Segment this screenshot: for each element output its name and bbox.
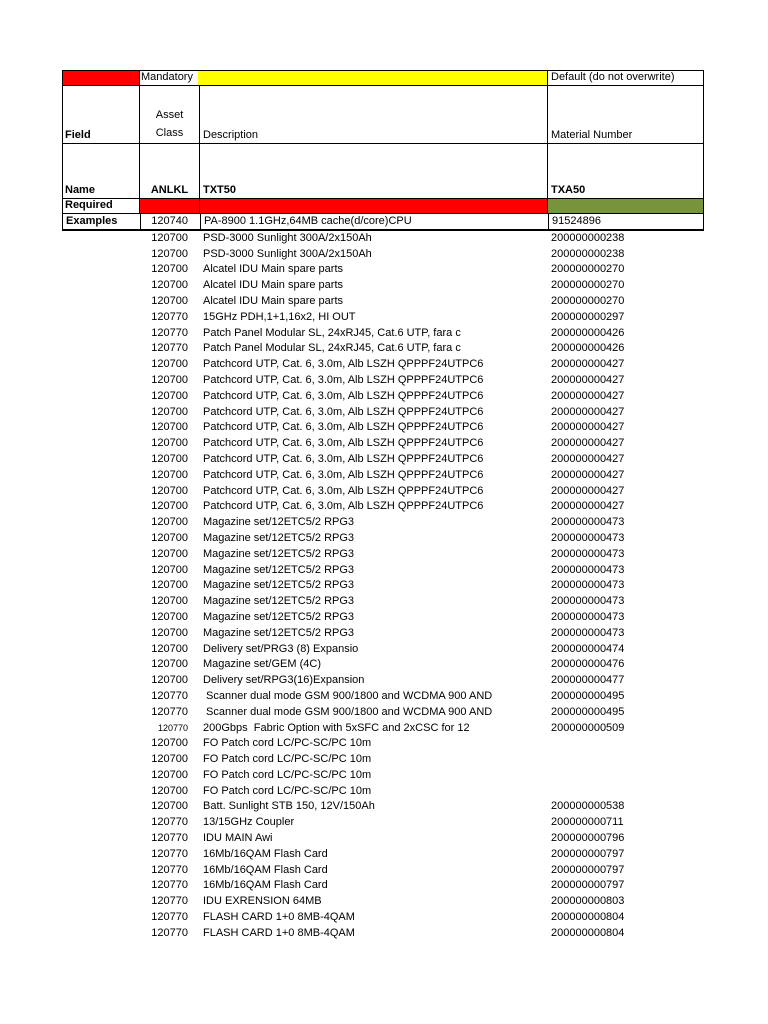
- row-label-cell[interactable]: [62, 435, 140, 451]
- row-label-cell[interactable]: [62, 546, 140, 562]
- asset-class-value[interactable]: 120700: [151, 279, 188, 292]
- material-number-value[interactable]: [548, 783, 704, 799]
- table-row: [62, 435, 704, 451]
- asset-class-value[interactable]: 120700: [151, 674, 188, 687]
- description-value[interactable]: Patchcord UTP, Cat. 6, 3.0m, Alb LSZH QPPPF24UTPC6: [203, 373, 484, 386]
- material-number-value[interactable]: 200000000426: [551, 326, 625, 339]
- material-number-value[interactable]: 200000000509: [551, 721, 625, 734]
- asset-class-value[interactable]: 120700: [151, 373, 188, 386]
- spreadsheet: [62, 70, 704, 941]
- table-row: [62, 925, 704, 941]
- row-label-cell[interactable]: [62, 909, 140, 925]
- asset-class-value[interactable]: 120770: [157, 722, 188, 733]
- row-label-cell[interactable]: [62, 325, 140, 341]
- material-number-value[interactable]: 200000000426: [551, 342, 625, 355]
- row-label-cell[interactable]: [62, 341, 140, 357]
- row-label-cell[interactable]: [62, 593, 140, 609]
- row-label-cell[interactable]: [62, 736, 140, 752]
- material-number-value[interactable]: 200000000427: [551, 468, 625, 481]
- material-number-value[interactable]: 91524896: [552, 215, 601, 227]
- required-label: Required: [65, 199, 113, 211]
- material-number-value[interactable]: 200000000711: [551, 816, 624, 829]
- material-number-value[interactable]: 200000000797: [551, 863, 625, 876]
- header-row-field: [62, 86, 704, 144]
- row-label-cell[interactable]: [62, 625, 140, 641]
- table-row: [62, 814, 704, 830]
- description-value[interactable]: 200Gbps Fabric Option with 5xSFC and 2xCSC for 12: [203, 721, 470, 734]
- asset-class-value[interactable]: 120770: [151, 326, 188, 339]
- table-row: [62, 230, 704, 246]
- material-number-value[interactable]: 200000000796: [551, 832, 625, 845]
- asset-class-value[interactable]: 120700: [151, 800, 188, 813]
- material-number-value[interactable]: 200000000495: [551, 689, 625, 702]
- table-row: [62, 499, 704, 515]
- description-value[interactable]: Batt. Sunlight STB 150, 12V/150Ah: [203, 800, 375, 813]
- row-label-cell[interactable]: [62, 356, 140, 372]
- table-row: [62, 672, 704, 688]
- asset-class-value[interactable]: 120700: [151, 595, 188, 608]
- material-number-value[interactable]: 200000000427: [551, 484, 625, 497]
- material-number-value[interactable]: 200000000238: [551, 247, 625, 260]
- material-number-value[interactable]: 200000000427: [551, 405, 625, 418]
- material-number-value[interactable]: 200000000270: [551, 263, 625, 276]
- asset-class-value[interactable]: 120700: [151, 516, 188, 529]
- description-value[interactable]: PSD-3000 Sunlight 300A/2x150Ah: [203, 247, 372, 260]
- description-value[interactable]: Delivery set/PRG3 (8) Expansio: [203, 642, 359, 655]
- description-value[interactable]: Magazine set/12ETC5/2 RPG3: [203, 579, 355, 592]
- row-label-cell[interactable]: [62, 562, 140, 578]
- material-number-value[interactable]: 200000000238: [551, 231, 625, 244]
- material-number-value[interactable]: 200000000473: [551, 579, 625, 592]
- table-row: [62, 325, 704, 341]
- row-label-cell[interactable]: [63, 214, 141, 229]
- row-label-cell[interactable]: [62, 893, 140, 909]
- table-row: [62, 878, 704, 894]
- table-row: [62, 641, 704, 657]
- table-row: [62, 799, 704, 815]
- table-row: [62, 372, 704, 388]
- table-row: [62, 767, 704, 783]
- txa50-cell[interactable]: [548, 144, 704, 199]
- material-number-value[interactable]: 200000000804: [551, 926, 625, 939]
- row-label-cell[interactable]: [62, 720, 140, 736]
- description-value[interactable]: Scanner dual mode GSM 900/1800 and WCDMA 900 AND: [203, 705, 493, 718]
- field-label: Field: [65, 129, 91, 141]
- material-number-value[interactable]: 200000000473: [551, 547, 625, 560]
- material-number-value[interactable]: 200000000476: [551, 658, 625, 671]
- asset-class-value[interactable]: 120700: [151, 421, 188, 434]
- anlkl-label: ANLKL: [150, 184, 189, 196]
- table-row: [62, 751, 704, 767]
- asset-class-value[interactable]: 120770: [151, 863, 188, 876]
- default-label-cell[interactable]: [548, 70, 704, 86]
- description-value[interactable]: Patch Panel Modular SL, 24xRJ45, Cat.6 UTP, fara c: [203, 326, 461, 339]
- header-row-name: [62, 144, 704, 199]
- row-label-cell[interactable]: [62, 799, 140, 815]
- row-label-cell[interactable]: [62, 767, 140, 783]
- material-number-value[interactable]: 200000000797: [551, 879, 625, 892]
- table-row: [62, 625, 704, 641]
- material-number-value[interactable]: 200000000804: [551, 911, 625, 924]
- required-label-cell[interactable]: [62, 199, 140, 214]
- asset-class-value[interactable]: 120770: [151, 342, 188, 355]
- table-row: [62, 277, 704, 293]
- row-label-cell[interactable]: [62, 862, 140, 878]
- table-row: [62, 704, 704, 720]
- material-number-label: Material Number: [551, 129, 633, 141]
- description-value[interactable]: Patchcord UTP, Cat. 6, 3.0m, Alb LSZH QPPPF24UTPC6: [203, 389, 484, 402]
- field-label-cell[interactable]: [62, 86, 140, 144]
- anlkl-cell[interactable]: [140, 144, 200, 199]
- row-label-cell[interactable]: [62, 830, 140, 846]
- row-label-cell[interactable]: [62, 704, 140, 720]
- material-number-value[interactable]: [548, 767, 704, 783]
- table-row: [62, 909, 704, 925]
- description-value[interactable]: Alcatel IDU Main spare parts: [203, 263, 343, 276]
- asset-class-value[interactable]: 120700: [151, 547, 188, 560]
- material-number-value[interactable]: [548, 736, 704, 752]
- table-row: [62, 451, 704, 467]
- description-value[interactable]: FO Patch cord LC/PC-SC/PC 10m: [203, 768, 372, 781]
- table-row: [62, 404, 704, 420]
- table-row: [62, 862, 704, 878]
- asset-class-value[interactable]: 120700: [151, 610, 188, 623]
- row-label-cell[interactable]: [62, 578, 140, 594]
- row-label-cell[interactable]: [62, 277, 140, 293]
- asset-class-value[interactable]: 120700: [151, 358, 188, 371]
- table-row: [62, 530, 704, 546]
- description-value[interactable]: FLASH CARD 1+0 8MB-4QAM: [203, 926, 355, 939]
- row-label-cell[interactable]: [62, 641, 140, 657]
- description-value[interactable]: IDU EXRENSION 64MB: [203, 895, 322, 908]
- asset-class-cell[interactable]: [140, 86, 200, 144]
- material-number-label-cell[interactable]: [548, 86, 704, 144]
- row-label-cell[interactable]: [62, 751, 140, 767]
- material-number-value[interactable]: 200000000427: [551, 373, 625, 386]
- asset-class-value[interactable]: 120700: [151, 452, 188, 465]
- row-label-cell[interactable]: [62, 657, 140, 673]
- material-number-value[interactable]: 200000000427: [551, 437, 625, 450]
- table-row: [62, 562, 704, 578]
- asset-class-value[interactable]: 120700: [151, 658, 188, 671]
- material-number-value[interactable]: 200000000427: [551, 452, 625, 465]
- material-number-value[interactable]: 200000000270: [551, 294, 625, 307]
- asset-class-value[interactable]: 120770: [151, 689, 188, 702]
- description-value[interactable]: FO Patch cord LC/PC-SC/PC 10m: [203, 737, 372, 750]
- description-value[interactable]: Patch Panel Modular SL, 24xRJ45, Cat.6 UTP, fara c: [203, 342, 461, 355]
- row-label-cell[interactable]: [62, 467, 140, 483]
- description-value[interactable]: 15GHz PDH,1+1,16x2, HI OUT: [203, 310, 356, 323]
- asset-class-value[interactable]: 120700: [151, 263, 188, 276]
- material-number-value[interactable]: 200000000473: [551, 531, 625, 544]
- description-label: Description: [203, 129, 259, 141]
- asset-class-value[interactable]: 120700: [151, 579, 188, 592]
- table-row: [62, 593, 704, 609]
- description-value[interactable]: Patchcord UTP, Cat. 6, 3.0m, Alb LSZH QPPPF24UTPC6: [203, 468, 484, 481]
- asset-class-value[interactable]: 120770: [151, 832, 188, 845]
- table-row: [62, 546, 704, 562]
- mandatory-swatch-cell[interactable]: [62, 70, 140, 86]
- asset-class-value[interactable]: 120700: [151, 468, 188, 481]
- row-label-cell[interactable]: [62, 451, 140, 467]
- material-number-value[interactable]: 200000000477: [551, 674, 625, 687]
- row-label-cell[interactable]: [62, 783, 140, 799]
- asset-class-value[interactable]: 120700: [151, 563, 188, 576]
- description-value[interactable]: FO Patch cord LC/PC-SC/PC 10m: [203, 753, 372, 766]
- asset-class-value[interactable]: 120700: [151, 437, 188, 450]
- table-row: [62, 846, 704, 862]
- table-row: [62, 609, 704, 625]
- material-number-value[interactable]: 200000000427: [551, 421, 625, 434]
- asset-class-value[interactable]: 120700: [151, 405, 188, 418]
- asset-class-value[interactable]: 120770: [151, 895, 188, 908]
- material-number-value[interactable]: 200000000297: [551, 310, 625, 323]
- description-value[interactable]: PSD-3000 Sunlight 300A/2x150Ah: [203, 231, 372, 244]
- table-row: [62, 514, 704, 530]
- mandatory-yellow-cell[interactable]: [198, 70, 548, 86]
- description-value[interactable]: Patchcord UTP, Cat. 6, 3.0m, Alb LSZH QPPPF24UTPC6: [203, 421, 484, 434]
- material-number-value[interactable]: 200000000427: [551, 500, 625, 513]
- asset-class-value[interactable]: 120700: [151, 626, 188, 639]
- asset-class-value[interactable]: 120700: [151, 753, 188, 766]
- asset-class-value[interactable]: 120700: [151, 768, 188, 781]
- asset-class-value[interactable]: 120700: [151, 784, 188, 797]
- asset-class-value[interactable]: 120700: [151, 500, 188, 513]
- material-number-value[interactable]: 200000000474: [551, 642, 625, 655]
- asset-class-value[interactable]: 120770: [151, 911, 188, 924]
- description-label-cell[interactable]: [200, 86, 548, 144]
- required-txa50-cell[interactable]: [548, 199, 704, 214]
- description-value[interactable]: Patchcord UTP, Cat. 6, 3.0m, Alb LSZH QPPPF24UTPC6: [203, 405, 484, 418]
- examples-label: Examples: [66, 215, 118, 227]
- description-value[interactable]: Magazine set/12ETC5/2 RPG3: [203, 626, 355, 639]
- description-value[interactable]: Patchcord UTP, Cat. 6, 3.0m, Alb LSZH QPPPF24UTPC6: [203, 437, 484, 450]
- row-label-cell[interactable]: [62, 262, 140, 278]
- description-value[interactable]: Scanner dual mode GSM 900/1800 and WCDMA 900 AND: [203, 689, 493, 702]
- asset-class-value[interactable]: 120770: [151, 879, 188, 892]
- asset-class-value[interactable]: 120770: [151, 310, 188, 323]
- table-row: [62, 309, 704, 325]
- asset-class-value[interactable]: 120770: [151, 847, 188, 860]
- table-row: [62, 246, 704, 262]
- asset-class-line1: Asset: [155, 109, 184, 121]
- name-label: Name: [65, 184, 95, 196]
- txt50-cell[interactable]: [200, 144, 548, 199]
- material-number-value[interactable]: 200000000427: [551, 358, 625, 371]
- required-txt50-cell[interactable]: [200, 199, 548, 214]
- row-label-cell[interactable]: [62, 814, 140, 830]
- table-row: [62, 356, 704, 372]
- row-label-cell[interactable]: [62, 530, 140, 546]
- material-number-value[interactable]: 200000000473: [551, 610, 625, 623]
- default-label: Default (do not overwrite): [551, 71, 675, 83]
- name-label-cell[interactable]: [62, 144, 140, 199]
- asset-class-value[interactable]: 120740: [141, 214, 201, 229]
- row-label-cell[interactable]: [62, 404, 140, 420]
- asset-class-value[interactable]: 120700: [151, 389, 188, 402]
- txa50-label: TXA50: [551, 184, 586, 196]
- asset-class-value[interactable]: 120700: [151, 294, 188, 307]
- material-number-value[interactable]: 200000000473: [551, 516, 625, 529]
- description-value[interactable]: Magazine set/12ETC5/2 RPG3: [203, 547, 355, 560]
- row-label-cell[interactable]: [62, 925, 140, 941]
- description-value[interactable]: Patchcord UTP, Cat. 6, 3.0m, Alb LSZH QPPPF24UTPC6: [203, 452, 484, 465]
- description-value[interactable]: IDU MAIN Awi: [203, 832, 273, 845]
- mandatory-label-cell[interactable]: [140, 70, 200, 86]
- table-row: [62, 341, 704, 357]
- data-rows: [62, 214, 704, 941]
- asset-class-value[interactable]: 120700: [151, 642, 188, 655]
- table-row: [62, 657, 704, 673]
- row-label-cell[interactable]: [62, 688, 140, 704]
- table-row: [62, 467, 704, 483]
- material-number-value[interactable]: 200000000473: [551, 595, 625, 608]
- description-value[interactable]: Patchcord UTP, Cat. 6, 3.0m, Alb LSZH QPPPF24UTPC6: [203, 500, 484, 513]
- description-value[interactable]: 13/15GHz Coupler: [203, 816, 295, 829]
- required-anlkl-cell[interactable]: [140, 199, 200, 214]
- table-row: [62, 830, 704, 846]
- description-value[interactable]: Alcatel IDU Main spare parts: [203, 294, 343, 307]
- row-label-cell[interactable]: [62, 514, 140, 530]
- table-row: [62, 420, 704, 436]
- description-value[interactable]: Magazine set/12ETC5/2 RPG3: [203, 531, 355, 544]
- mandatory-label: Mandatory: [141, 71, 193, 83]
- asset-class-value[interactable]: 120770: [151, 816, 188, 829]
- table-row: [62, 720, 704, 736]
- description-value[interactable]: Delivery set/RPG3(16)Expansion: [203, 674, 365, 687]
- material-number-value[interactable]: [548, 751, 704, 767]
- description-value[interactable]: 16Mb/16QAM Flash Card: [203, 879, 328, 892]
- description-value[interactable]: Magazine set/12ETC5/2 RPG3: [203, 595, 355, 608]
- description-value[interactable]: Patchcord UTP, Cat. 6, 3.0m, Alb LSZH QPPPF24UTPC6: [203, 358, 484, 371]
- row-label-cell[interactable]: [62, 293, 140, 309]
- material-number-value[interactable]: 200000000473: [551, 626, 625, 639]
- row-label-cell[interactable]: [62, 246, 140, 262]
- header-row-legend: [62, 70, 704, 86]
- description-value[interactable]: 16Mb/16QAM Flash Card: [203, 863, 328, 876]
- description-value[interactable]: PA-8900 1.1GHz,64MB cache(d/core)CPU: [201, 214, 549, 229]
- row-label-cell[interactable]: [62, 672, 140, 688]
- table-row: [62, 483, 704, 499]
- examples-row: [62, 214, 704, 230]
- description-value[interactable]: Magazine set/12ETC5/2 RPG3: [203, 610, 355, 623]
- row-label-cell[interactable]: [62, 483, 140, 499]
- table-row: [62, 578, 704, 594]
- row-label-cell[interactable]: [62, 846, 140, 862]
- material-number-value[interactable]: 200000000495: [551, 705, 625, 718]
- asset-class-value[interactable]: 120700: [151, 247, 188, 260]
- asset-class-value[interactable]: 120700: [151, 231, 188, 244]
- asset-class-line2: Class: [155, 127, 184, 139]
- asset-class-value[interactable]: 120700: [151, 531, 188, 544]
- asset-class-value[interactable]: 120700: [151, 484, 188, 497]
- description-value[interactable]: 16Mb/16QAM Flash Card: [203, 847, 328, 860]
- header-row-required: [62, 199, 704, 214]
- row-label-cell[interactable]: [62, 372, 140, 388]
- description-value[interactable]: Magazine set/GEM (4C): [203, 658, 321, 671]
- material-number-value[interactable]: 200000000473: [551, 563, 625, 576]
- table-row: [62, 688, 704, 704]
- row-label-cell[interactable]: [62, 420, 140, 436]
- table-row: [62, 893, 704, 909]
- table-row: [62, 736, 704, 752]
- material-number-value[interactable]: 200000000538: [551, 800, 625, 813]
- row-label-cell[interactable]: [62, 388, 140, 404]
- row-label-cell[interactable]: [62, 230, 140, 246]
- description-value[interactable]: FO Patch cord LC/PC-SC/PC 10m: [203, 784, 372, 797]
- material-number-value[interactable]: 200000000270: [551, 279, 625, 292]
- description-value[interactable]: Patchcord UTP, Cat. 6, 3.0m, Alb LSZH QPPPF24UTPC6: [203, 484, 484, 497]
- table-row: [62, 388, 704, 404]
- row-label-cell[interactable]: [62, 309, 140, 325]
- table-row: [62, 783, 704, 799]
- description-value[interactable]: FLASH CARD 1+0 8MB-4QAM: [203, 911, 355, 924]
- material-number-value[interactable]: 200000000797: [551, 847, 625, 860]
- description-value[interactable]: Alcatel IDU Main spare parts: [203, 279, 343, 292]
- description-value[interactable]: Magazine set/12ETC5/2 RPG3: [203, 516, 355, 529]
- description-value[interactable]: Magazine set/12ETC5/2 RPG3: [203, 563, 355, 576]
- material-number-value[interactable]: 200000000803: [551, 895, 625, 908]
- txt50-label: TXT50: [203, 184, 237, 196]
- table-row: [62, 293, 704, 309]
- asset-class-value[interactable]: 120700: [151, 737, 188, 750]
- row-label-cell[interactable]: [62, 499, 140, 515]
- asset-class-value[interactable]: 120770: [151, 926, 188, 939]
- table-row: [62, 262, 704, 278]
- row-label-cell[interactable]: [62, 609, 140, 625]
- row-label-cell[interactable]: [62, 878, 140, 894]
- material-number-value[interactable]: 200000000427: [551, 389, 625, 402]
- asset-class-value[interactable]: 120770: [151, 705, 188, 718]
